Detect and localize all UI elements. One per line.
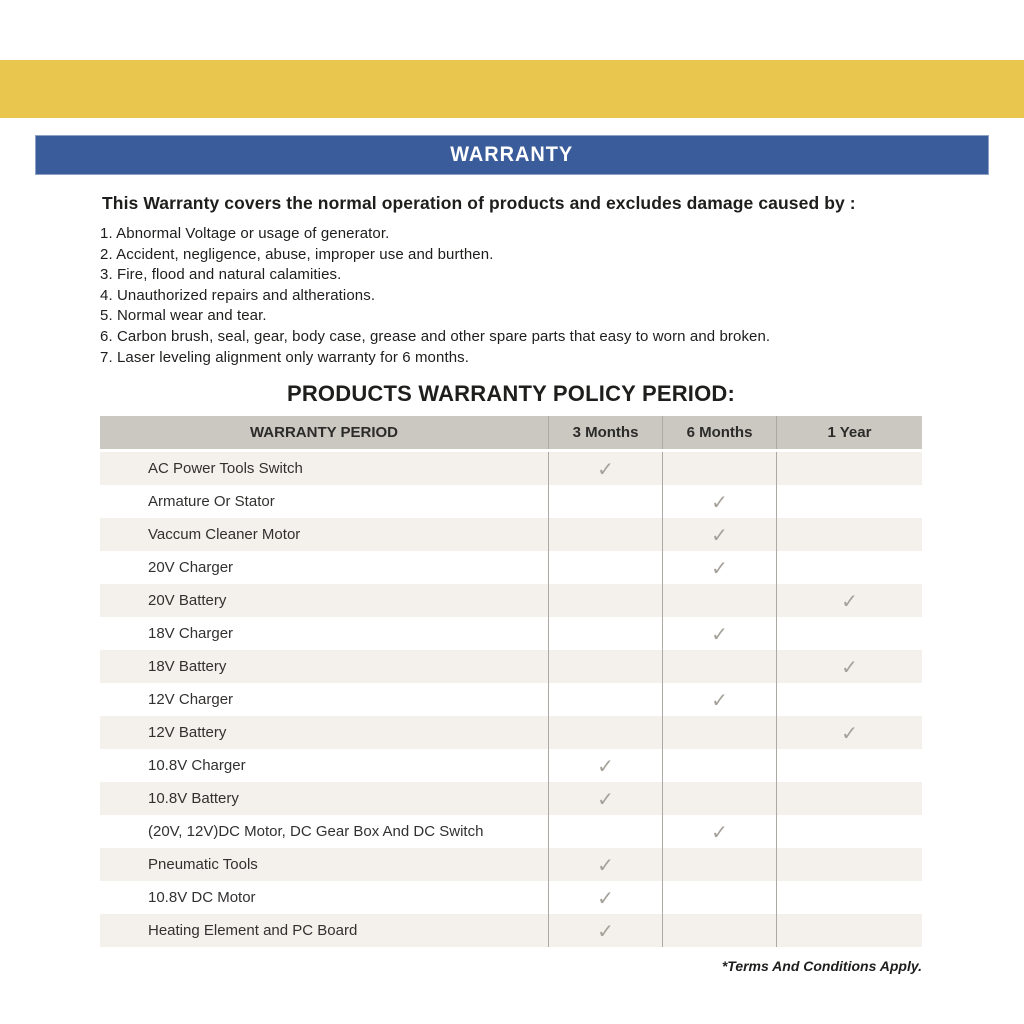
content-area: [100, 191, 922, 974]
period-cell: [662, 815, 776, 848]
period-cell: [548, 881, 662, 914]
period-cell: [548, 485, 662, 518]
period-cell: [662, 716, 776, 749]
check-icon: ✓: [711, 621, 728, 646]
check-icon: ✓: [711, 489, 728, 514]
table-row: [100, 551, 922, 584]
period-cell: [548, 749, 662, 782]
product-name: Pneumatic Tools: [148, 856, 258, 874]
warranty-table: [100, 416, 922, 947]
table-title: PRODUCTS WARRANTY POLICY PERIOD:: [286, 381, 736, 407]
period-cell: [548, 815, 662, 848]
exclusion-item: 1. Abnormal Voltage or usage of generator.: [100, 225, 390, 242]
check-icon: ✓: [597, 786, 614, 811]
period-cell: [776, 881, 922, 914]
table-row: [100, 683, 922, 716]
product-name: 10.8V DC Motor: [148, 889, 256, 907]
table-row: [100, 617, 922, 650]
period-cell: [548, 650, 662, 683]
product-name: 20V Battery: [148, 592, 227, 610]
period-cell: [662, 683, 776, 716]
period-cell: [548, 716, 662, 749]
period-cell: [662, 848, 776, 881]
product-name: Heating Element and PC Board: [148, 922, 358, 940]
table-header-row: [100, 416, 922, 452]
table-row: [100, 650, 922, 683]
period-cell: [776, 452, 922, 485]
period-cell: [662, 518, 776, 551]
table-row: [100, 518, 922, 551]
period-cell: [662, 551, 776, 584]
check-icon: ✓: [711, 819, 728, 844]
table-row: [100, 584, 922, 617]
period-cell: [776, 782, 922, 815]
terms-note: *Terms And Conditions Apply.: [721, 958, 922, 975]
product-name: (20V, 12V)DC Motor, DC Gear Box And DC Switch: [148, 823, 484, 841]
exclusion-list: [100, 224, 922, 368]
check-icon: ✓: [711, 687, 728, 712]
table-row: [100, 881, 922, 914]
check-icon: ✓: [597, 753, 614, 778]
check-icon: ✓: [841, 654, 858, 679]
period-cell: [776, 848, 922, 881]
page-title: WARRANTY: [450, 143, 574, 166]
period-cell: [548, 782, 662, 815]
column-header: 6 Months: [662, 416, 776, 449]
product-name: AC Power Tools Switch: [148, 460, 303, 478]
period-cell: [776, 683, 922, 716]
check-icon: ✓: [841, 720, 858, 745]
period-cell: [662, 782, 776, 815]
period-cell: [548, 584, 662, 617]
check-icon: ✓: [841, 588, 858, 613]
product-name: 10.8V Battery: [148, 790, 239, 808]
period-cell: [662, 881, 776, 914]
table-row: [100, 848, 922, 881]
table-row: [100, 716, 922, 749]
product-name: Vaccum Cleaner Motor: [148, 526, 301, 544]
column-header: 1 Year: [776, 416, 922, 449]
period-cell: [548, 914, 662, 947]
check-icon: ✓: [711, 555, 728, 580]
period-cell: [776, 551, 922, 584]
period-cell: [776, 518, 922, 551]
period-cell: [776, 485, 922, 518]
exclusion-item: 3. Fire, flood and natural calamities.: [100, 266, 342, 284]
brand-banner: [0, 60, 1024, 118]
warranty-title-bar: [35, 135, 989, 175]
period-cell: [548, 617, 662, 650]
column-header: 3 Months: [548, 416, 662, 449]
period-cell: [776, 584, 922, 617]
period-cell: [548, 848, 662, 881]
period-cell: [776, 749, 922, 782]
period-cell: [662, 749, 776, 782]
period-cell: [662, 914, 776, 947]
table-row: [100, 815, 922, 848]
check-icon: ✓: [597, 456, 614, 481]
product-name: 18V Battery: [148, 658, 227, 676]
product-name: Armature Or Stator: [148, 493, 275, 511]
check-icon: ✓: [597, 918, 614, 943]
period-cell: [662, 485, 776, 518]
period-cell: [662, 584, 776, 617]
product-name: 12V Battery: [148, 724, 227, 742]
period-cell: [662, 650, 776, 683]
table-row: [100, 452, 922, 485]
exclusion-item: 2. Accident, negligence, abuse, improper use and burthen.: [100, 245, 494, 263]
period-cell: [776, 716, 922, 749]
product-name: 18V Charger: [148, 625, 234, 643]
product-name: 12V Charger: [148, 691, 234, 709]
period-cell: [548, 452, 662, 485]
period-cell: [776, 914, 922, 947]
period-cell: [776, 815, 922, 848]
product-name: 10.8V Charger: [148, 757, 246, 775]
check-icon: ✓: [711, 522, 728, 547]
table-row: [100, 914, 922, 947]
period-cell: [776, 617, 922, 650]
exclusion-item: 7. Laser leveling alignment only warranty for 6 months.: [100, 348, 470, 366]
period-cell: [776, 650, 922, 683]
table-row: [100, 485, 922, 518]
check-icon: ✓: [597, 852, 614, 877]
exclusion-item: 6. Carbon brush, seal, gear, body case, grease and other spare parts that easy to worn and broken.: [100, 327, 771, 345]
period-cell: [548, 551, 662, 584]
column-header: WARRANTY PERIOD: [249, 424, 399, 442]
table-row: [100, 749, 922, 782]
table-row: [100, 782, 922, 815]
period-cell: [662, 452, 776, 485]
period-cell: [548, 518, 662, 551]
intro-heading: This Warranty covers the normal operation of products and excludes damage caused by :: [102, 193, 856, 213]
product-name: 20V Charger: [148, 559, 234, 577]
period-cell: [548, 683, 662, 716]
exclusion-item: 4. Unauthorized repairs and altherations.: [100, 286, 376, 304]
check-icon: ✓: [597, 885, 614, 910]
exclusion-item: 5. Normal wear and tear.: [100, 307, 267, 325]
period-cell: [662, 617, 776, 650]
table-body: [100, 452, 922, 947]
